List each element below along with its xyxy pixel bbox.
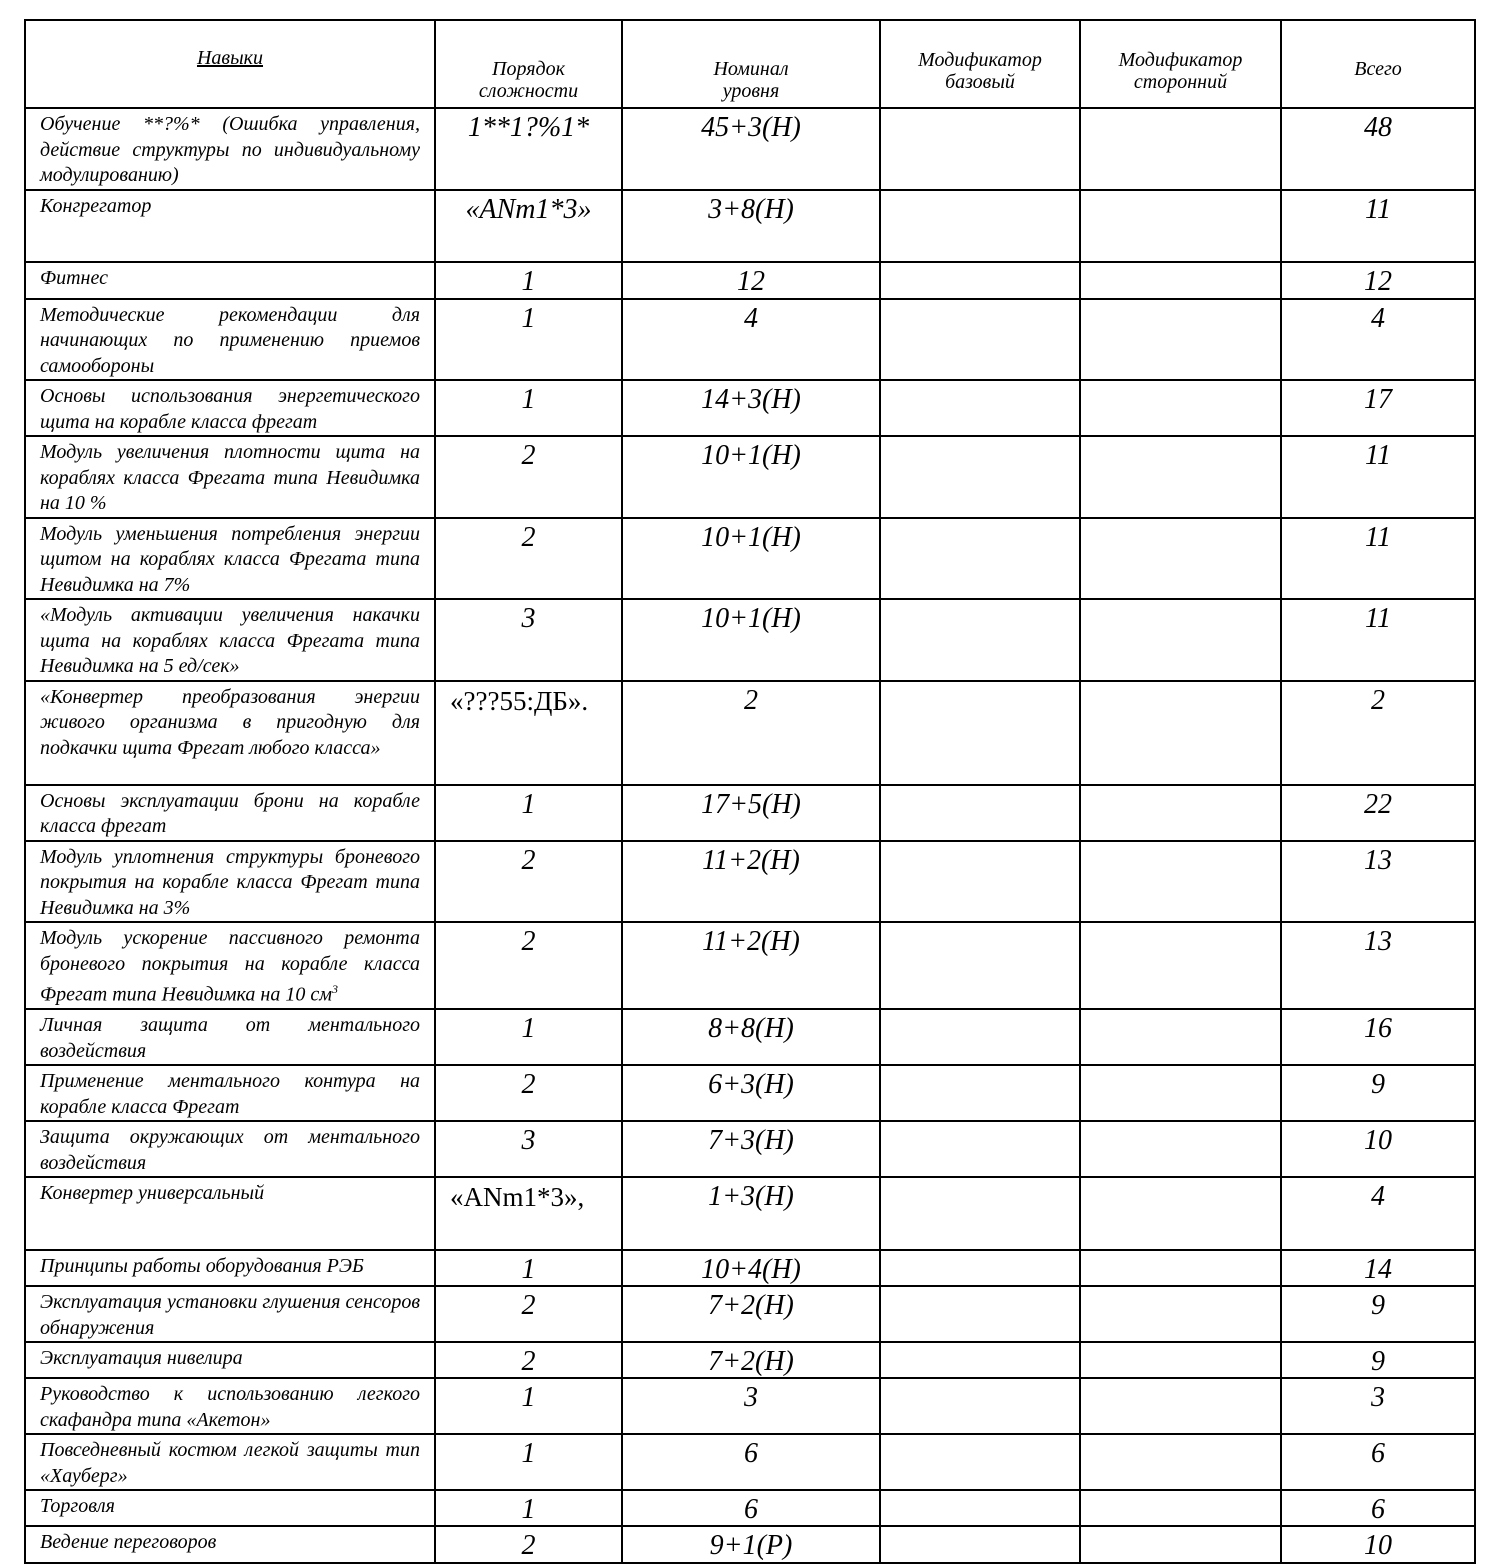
total-cell: 4 (1281, 299, 1475, 381)
total-cell: 22 (1281, 785, 1475, 841)
header-nominal-line2: уровня (722, 80, 780, 102)
header-nominal (622, 20, 880, 108)
order-cell: 1 (435, 262, 622, 299)
nominal-cell: 2 (622, 681, 880, 785)
mod-ext-cell (1080, 436, 1281, 518)
total-cell: 9 (1281, 1065, 1475, 1121)
table-row (25, 190, 1475, 262)
table-row (25, 518, 1475, 600)
mod-ext-cell (1080, 785, 1281, 841)
total-cell: 10 (1281, 1121, 1475, 1177)
mod-base-cell (880, 922, 1080, 1009)
total-cell: 11 (1281, 190, 1475, 262)
table-row (25, 1378, 1475, 1434)
order-cell: 1 (435, 1434, 622, 1490)
total-cell: 3 (1281, 1378, 1475, 1434)
mod-ext-cell (1080, 1121, 1281, 1177)
table-row (25, 1490, 1475, 1526)
table-row (25, 599, 1475, 681)
mod-base-cell (880, 1378, 1080, 1434)
skill-cell: Основы использования энергетического щита на корабле класса фрегат (25, 380, 435, 436)
header-skills: Навыки (25, 20, 435, 108)
order-cell: 1 (435, 380, 622, 436)
skill-cell: Эксплуатация нивелира (25, 1342, 435, 1378)
header-mod-base-line1: Модификатор (918, 49, 1042, 71)
nominal-cell: 7+2(Н) (622, 1286, 880, 1342)
mod-ext-cell (1080, 262, 1281, 299)
total-cell: 11 (1281, 436, 1475, 518)
skill-cell: Принципы работы оборудования РЭБ (25, 1250, 435, 1286)
order-cell: 1 (435, 1378, 622, 1434)
skill-cell: Модуль уменьшения потребления энергии щитом на кораблях класса Фрегата типа Невидимка на 7% (25, 518, 435, 600)
header-order-line1: Порядок (492, 58, 565, 80)
table-row (25, 1177, 1475, 1250)
total-cell: 14 (1281, 1250, 1475, 1286)
mod-base-cell (880, 1177, 1080, 1250)
mod-ext-cell (1080, 1434, 1281, 1490)
skills-table (24, 19, 1476, 1564)
skill-cell: Ведение переговоров (25, 1526, 435, 1563)
mod-base-cell (880, 1434, 1080, 1490)
mod-ext-cell (1080, 1490, 1281, 1526)
mod-ext-cell (1080, 1177, 1281, 1250)
nominal-cell: 6 (622, 1434, 880, 1490)
order-cell: 2 (435, 841, 622, 923)
order-cell: 1 (435, 785, 622, 841)
mod-base-cell (880, 1342, 1080, 1378)
total-cell: 10 (1281, 1526, 1475, 1563)
total-cell: 13 (1281, 841, 1475, 923)
mod-base-cell (880, 436, 1080, 518)
mod-ext-cell (1080, 518, 1281, 600)
table-row (25, 1286, 1475, 1342)
table-row (25, 922, 1475, 1009)
table-row (25, 108, 1475, 190)
order-cell: 1 (435, 1009, 622, 1065)
total-cell: 9 (1281, 1286, 1475, 1342)
skill-cell: Личная защита от ментального воздействия (25, 1009, 435, 1065)
total-cell: 4 (1281, 1177, 1475, 1250)
table-row (25, 841, 1475, 923)
skill-cell: Фитнес (25, 262, 435, 299)
skill-text: Модуль ускорение пассивного ремонта броневого покрытия на корабле класса Фрегат типа Невидимка на 10 см (40, 927, 420, 1006)
mod-ext-cell (1080, 108, 1281, 190)
mod-base-cell (880, 299, 1080, 381)
total-cell: 13 (1281, 922, 1475, 1009)
mod-ext-cell (1080, 380, 1281, 436)
header-mod-base (880, 20, 1080, 108)
nominal-cell: 3 (622, 1378, 880, 1434)
order-cell: 3 (435, 599, 622, 681)
nominal-cell: 45+3(Н) (622, 108, 880, 190)
nominal-cell: 8+8(Н) (622, 1009, 880, 1065)
nominal-cell: 17+5(Н) (622, 785, 880, 841)
table-row (25, 299, 1475, 381)
mod-ext-cell (1080, 1286, 1281, 1342)
order-cell: 2 (435, 436, 622, 518)
nominal-cell: 11+2(Н) (622, 841, 880, 923)
total-cell: 11 (1281, 518, 1475, 600)
mod-base-cell (880, 262, 1080, 299)
mod-ext-cell (1080, 841, 1281, 923)
nominal-cell: 3+8(Н) (622, 190, 880, 262)
mod-base-cell (880, 190, 1080, 262)
mod-base-cell (880, 599, 1080, 681)
mod-ext-cell (1080, 1065, 1281, 1121)
skill-cell: Конгрегатор (25, 190, 435, 262)
skill-cell: «Модуль активации увеличения накачки щита на кораблях класса Фрегата типа Невидимка на 5 ед/сек» (25, 599, 435, 681)
total-cell: 16 (1281, 1009, 1475, 1065)
nominal-cell: 6+3(Н) (622, 1065, 880, 1121)
skill-cell: Конвертер универсальный (25, 1177, 435, 1250)
header-mod-ext-line1: Модификатор (1118, 49, 1243, 71)
order-cell: 1**1?%1* (435, 108, 622, 190)
mod-base-cell (880, 1009, 1080, 1065)
table-row (25, 1009, 1475, 1065)
total-cell: 12 (1281, 262, 1475, 299)
table-row (25, 1342, 1475, 1378)
superscript: 3 (331, 982, 338, 996)
nominal-cell: 10+1(Н) (622, 436, 880, 518)
nominal-cell: 10+4(Н) (622, 1250, 880, 1286)
nominal-cell: 6 (622, 1490, 880, 1526)
order-cell: 2 (435, 1342, 622, 1378)
skill-cell: Модуль увеличения плотности щита на кораблях класса Фрегата типа Невидимка на 10 % (25, 436, 435, 518)
mod-base-cell (880, 1286, 1080, 1342)
mod-base-cell (880, 785, 1080, 841)
table-row (25, 1250, 1475, 1286)
skill-cell: Защита окружающих от ментального воздействия (25, 1121, 435, 1177)
mod-base-cell (880, 1250, 1080, 1286)
skill-cell: Эксплуатация установки глушения сенсоров обнаружения (25, 1286, 435, 1342)
header-order (435, 20, 622, 108)
skill-cell (25, 922, 435, 1009)
order-cell: 1 (435, 1250, 622, 1286)
nominal-cell: 7+3(Н) (622, 1121, 880, 1177)
order-cell: 2 (435, 1286, 622, 1342)
mod-ext-cell (1080, 1526, 1281, 1563)
order-cell: «ANm1*3» (435, 190, 622, 262)
mod-ext-cell (1080, 299, 1281, 381)
skill-cell: Руководство к использованию легкого скафандра типа «Акетон» (25, 1378, 435, 1434)
table-row (25, 380, 1475, 436)
nominal-cell: 7+2(Н) (622, 1342, 880, 1378)
mod-ext-cell (1080, 1250, 1281, 1286)
mod-base-cell (880, 1121, 1080, 1177)
mod-base-cell (880, 681, 1080, 785)
nominal-cell: 10+1(Н) (622, 518, 880, 600)
total-cell: 6 (1281, 1490, 1475, 1526)
table-row (25, 436, 1475, 518)
mod-base-cell (880, 380, 1080, 436)
mod-ext-cell (1080, 1342, 1281, 1378)
nominal-cell: 11+2(Н) (622, 922, 880, 1009)
mod-ext-cell (1080, 1378, 1281, 1434)
order-cell: «???55:ДБ». (435, 681, 622, 785)
header-row (25, 20, 1475, 108)
table-row (25, 1065, 1475, 1121)
nominal-cell: 4 (622, 299, 880, 381)
table-row (25, 1434, 1475, 1490)
nominal-cell: 12 (622, 262, 880, 299)
total-cell: 2 (1281, 681, 1475, 785)
nominal-cell: 1+3(Н) (622, 1177, 880, 1250)
header-nominal-line1: Номинал (713, 58, 789, 80)
skill-cell: Методические рекомендации для начинающих по применению приемов самообороны (25, 299, 435, 381)
header-order-line2: сложности (478, 80, 579, 102)
mod-base-cell (880, 841, 1080, 923)
total-cell: 48 (1281, 108, 1475, 190)
table-row (25, 681, 1475, 785)
mod-base-cell (880, 1526, 1080, 1563)
order-cell: 2 (435, 1526, 622, 1563)
skill-cell: Торговля (25, 1490, 435, 1526)
mod-ext-cell (1080, 922, 1281, 1009)
mod-ext-cell (1080, 599, 1281, 681)
table-row (25, 785, 1475, 841)
total-cell: 6 (1281, 1434, 1475, 1490)
order-cell: 2 (435, 1065, 622, 1121)
skill-cell: Повседневный костюм легкой защиты тип «Хауберг» (25, 1434, 435, 1490)
order-cell: 1 (435, 1490, 622, 1526)
header-mod-ext (1080, 20, 1281, 108)
order-cell: 2 (435, 922, 622, 1009)
mod-base-cell (880, 518, 1080, 600)
header-total: Всего (1281, 20, 1475, 108)
skill-cell: Применение ментального контура на корабле класса Фрегат (25, 1065, 435, 1121)
table-row (25, 1121, 1475, 1177)
skill-cell: Модуль уплотнения структуры броневого покрытия на корабле класса Фрегат типа Невидимка на 3% (25, 841, 435, 923)
order-cell: 1 (435, 299, 622, 381)
nominal-cell: 9+1(Р) (622, 1526, 880, 1563)
mod-ext-cell (1080, 190, 1281, 262)
mod-base-cell (880, 1065, 1080, 1121)
skill-cell: «Конвертер преобразования энергии живого организма в пригодную для подкачки щита Фрегат любого класса» (25, 681, 435, 785)
total-cell: 17 (1281, 380, 1475, 436)
order-cell: 2 (435, 518, 622, 600)
total-cell: 9 (1281, 1342, 1475, 1378)
nominal-cell: 14+3(Н) (622, 380, 880, 436)
skill-cell: Обучение **?%* (Ошибка управления, действие структуры по индивидуальному модулированию) (25, 108, 435, 190)
header-mod-ext-line2: сторонний (1133, 71, 1228, 93)
order-cell: «ANm1*3», (435, 1177, 622, 1250)
skill-cell: Основы эксплуатации брони на корабле класса фрегат (25, 785, 435, 841)
nominal-cell: 10+1(Н) (622, 599, 880, 681)
total-cell: 11 (1281, 599, 1475, 681)
mod-base-cell (880, 108, 1080, 190)
table-row (25, 1526, 1475, 1563)
mod-ext-cell (1080, 1009, 1281, 1065)
header-mod-base-line2: базовый (945, 71, 1015, 93)
order-cell: 3 (435, 1121, 622, 1177)
table-row (25, 262, 1475, 299)
mod-base-cell (880, 1490, 1080, 1526)
mod-ext-cell (1080, 681, 1281, 785)
